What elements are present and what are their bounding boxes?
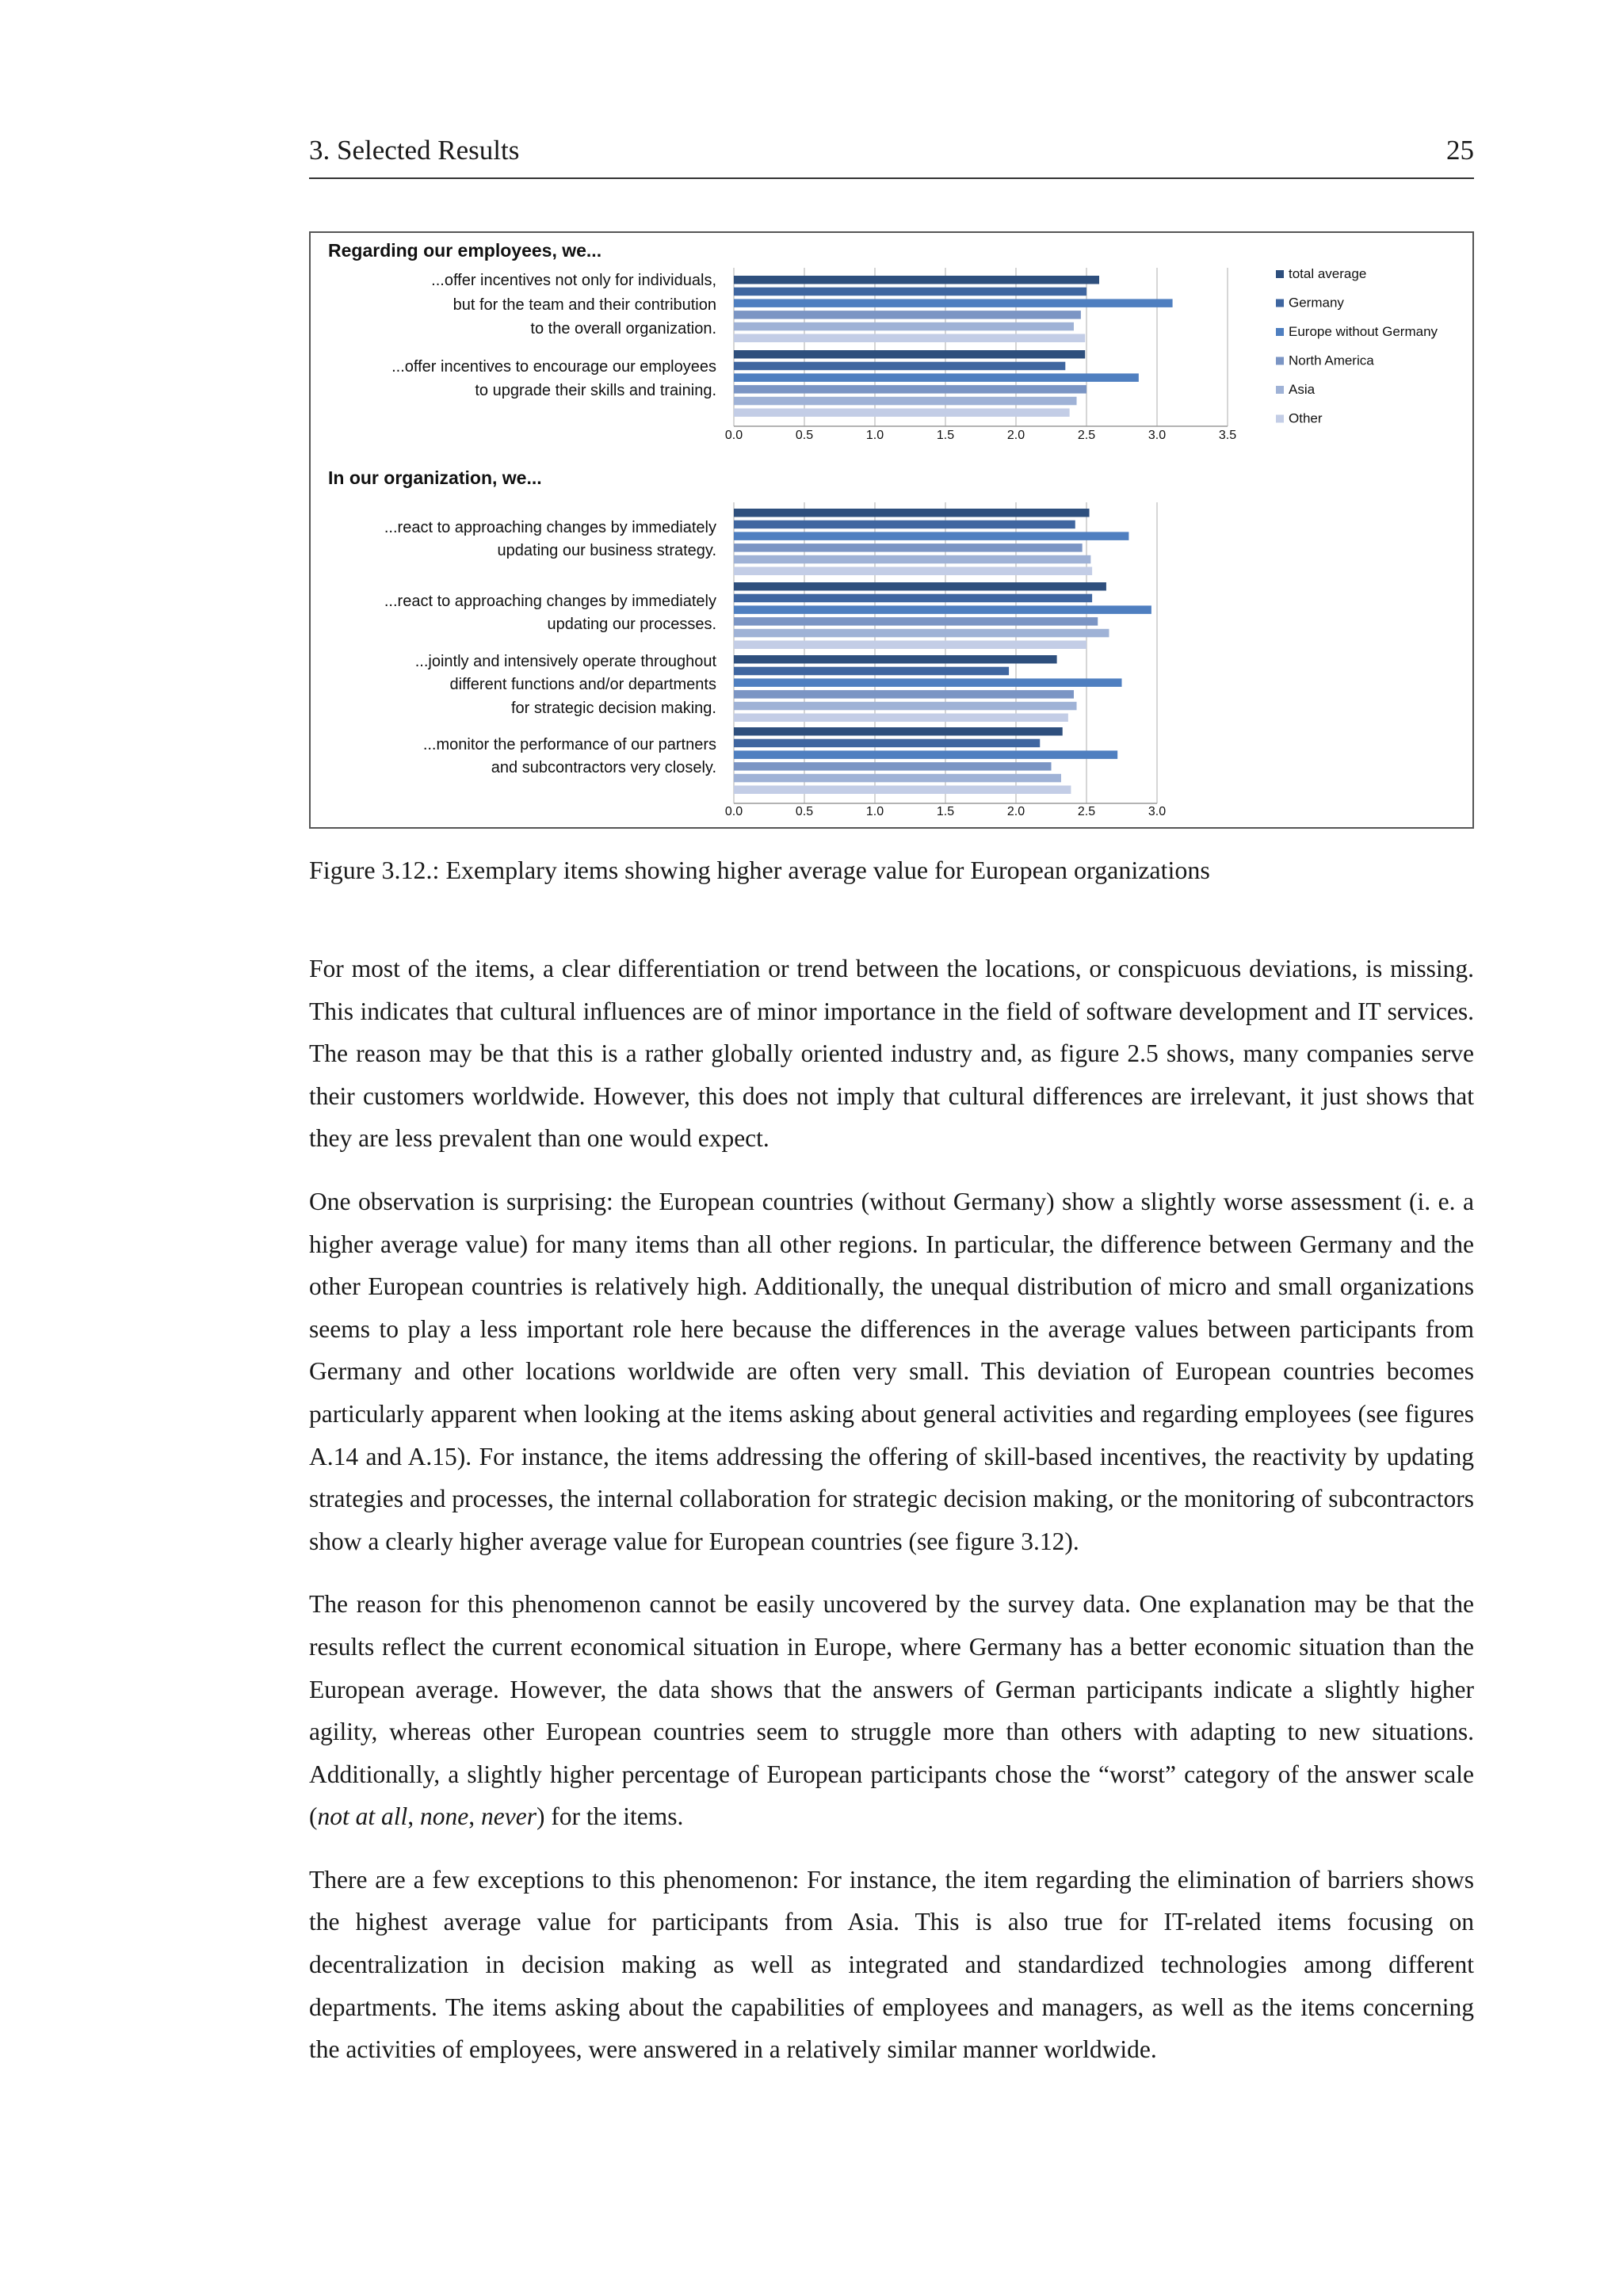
chart-2-title: In our organization, we... <box>328 467 542 488</box>
chart-2-bar <box>734 594 1092 603</box>
chart-2-tick-label: 0.5 <box>795 805 814 818</box>
chart-1-tick-label: 2.5 <box>1077 429 1096 442</box>
chart-2-category-label: updating our processes. <box>547 616 716 633</box>
chart-2-bar <box>734 774 1061 783</box>
emphasis-never: never <box>481 1802 537 1831</box>
chart-1-category-label: to the overall organization. <box>530 320 716 338</box>
chart-2-tick-label: 1.5 <box>936 805 955 818</box>
chart-2-category-label: ...react to approaching changes by immediately <box>384 519 716 536</box>
chart-1-category-label: but for the team and their contribution <box>453 296 716 314</box>
chart-2-bar <box>734 509 1090 517</box>
chart-2-bar <box>734 714 1068 723</box>
chart-1-category-label: to upgrade their skills and training. <box>475 382 716 399</box>
chart-1-title: Regarding our employees, we... <box>328 240 602 261</box>
legend-label: North America <box>1289 353 1374 368</box>
chart-1-bar <box>734 397 1077 406</box>
paragraph-3-text-b: ) for the items. <box>536 1802 684 1831</box>
figure-caption: Figure 3.12.: Exemplary items showing higher average value for European organizations <box>309 856 1210 884</box>
chart-2-tick-label: 1.0 <box>865 805 884 818</box>
paragraph-1: For most of the items, a clear differentiation or trend between the locations, or conspicuous deviations, is missing. This indicates that cultural influences are of minor importance in the field of software development and IT services. The reason may be that this is a rather globally oriented industry and, as figure 2.5 shows, many companies serve their customers worldwide. However, this does not imply that cultural differences are irrelevant, it just shows that they are less prevalent than one would expect. <box>309 955 1474 1153</box>
chart-1-tick-label: 0.5 <box>795 429 814 442</box>
chart-2-category-label: ...monitor the performance of our partners <box>422 736 716 753</box>
paragraph-3 <box>309 1583 1474 1838</box>
chart-2-bar <box>734 532 1128 540</box>
figure-charts <box>311 233 1472 827</box>
chart-2-bar <box>734 543 1083 552</box>
chart-2-category-label: ...jointly and intensively operate throughout <box>414 653 716 670</box>
legend-label: Asia <box>1289 382 1316 397</box>
chart-1-bar <box>734 322 1074 331</box>
chart-1-tick-label: 2.0 <box>1006 429 1025 442</box>
chart-2-bar <box>734 655 1057 664</box>
chart-2-category-label: ...react to approaching changes by immediately <box>384 593 716 610</box>
legend-swatch <box>1276 270 1284 278</box>
legend-swatch <box>1276 328 1284 336</box>
page-number: 25 <box>1446 135 1474 166</box>
chart-2-bar <box>734 702 1077 711</box>
legend-label: Other <box>1289 410 1323 426</box>
chart-1-bar <box>734 334 1085 343</box>
paragraph-3-sep-1: , <box>407 1802 421 1831</box>
paragraph-3-sep-2: , <box>468 1802 481 1831</box>
chart-1-bar <box>734 276 1099 284</box>
chart-2-bar <box>734 739 1040 748</box>
chart-1-bar <box>734 385 1086 394</box>
chart-2-bar <box>734 727 1063 736</box>
chart-1-tick-label: 0.0 <box>724 429 743 442</box>
paragraph-3-text-a: The reason for this phenomenon cannot be easily uncovered by the survey data. One explanation may be that the results reflect the current economical situation in Europe, where Germany has a better economic situation than the European average. However, the data shows that the answers of German participants indicate a slightly higher agility, whereas other European countries seem to struggle more than others with adapting to new situations. Additionally, a slightly higher percentage of European participants chose the “worst” category of the answer scale ( <box>309 1590 1474 1831</box>
chart-1-tick-label: 1.5 <box>936 429 955 442</box>
chart-1-bar <box>734 409 1070 418</box>
body-text <box>309 948 1474 2092</box>
chart-1-category-label: ...offer incentives not only for individuals, <box>431 272 716 289</box>
chart-1-bar <box>734 288 1086 296</box>
chart-2-bar <box>734 567 1092 576</box>
chart-2-bar <box>734 555 1090 564</box>
chart-1-bar <box>734 362 1065 371</box>
legend-label: total average <box>1289 266 1367 281</box>
chart-2-tick-label: 0.0 <box>724 805 743 818</box>
chart-1-tick-label: 3.0 <box>1148 429 1167 442</box>
emphasis-not-at-all: not at all <box>317 1802 408 1831</box>
emphasis-none: none <box>420 1802 469 1831</box>
legend-label: Europe without Germany <box>1289 324 1438 339</box>
chart-2-category-label: and subcontractors very closely. <box>491 759 716 776</box>
chart-2-category-label: updating our business strategy. <box>497 542 716 559</box>
legend-swatch <box>1276 415 1284 423</box>
legend-swatch <box>1276 299 1284 307</box>
chart-2-bar <box>734 786 1071 795</box>
running-header <box>309 135 1474 179</box>
legend-swatch <box>1276 357 1284 365</box>
chart-1-bar <box>734 311 1081 319</box>
legend-swatch <box>1276 386 1284 394</box>
chart-2-bar <box>734 641 1086 650</box>
chart-1-bar <box>734 373 1139 382</box>
chart-1-tick-label: 1.0 <box>865 429 884 442</box>
chart-1-category-label: ...offer incentives to encourage our employees <box>391 358 716 376</box>
chart-2-tick-label: 3.0 <box>1148 805 1167 818</box>
chart-2-bar <box>734 617 1098 626</box>
chart-2-bar <box>734 750 1117 759</box>
chart-2-bar <box>734 629 1109 638</box>
chart-2-bar <box>734 667 1009 676</box>
chart-2-bar <box>734 521 1075 529</box>
paragraph-2: One observation is surprising: the European countries (without Germany) show a slightly worse assessment (i. e. a higher average value) for many items than all other regions. In particular, the difference between Germany and the other European countries is relatively high. Additionally, the unequal distribution of micro and small organizations seems to play a less important role here because the differences in the average values between participants from Germany and other locations worldwide are often very small. This deviation of European countries becomes particularly apparent when looking at the items asking about general activities and regarding employees (see figures A.14 and A.15). For instance, the items addressing the offering of skill-based incentives, the reactivity by updating strategies and processes, the internal collaboration for strategic decision making, or the monitoring of subcontractors show a clearly higher average value for European countries (see figure 3.12). <box>309 1187 1474 1555</box>
chart-2-bar <box>734 582 1106 591</box>
chart-2-tick-label: 2.0 <box>1006 805 1025 818</box>
chart-2-category-label: different functions and/or departments <box>449 676 716 693</box>
chart-2-category-label: for strategic decision making. <box>510 700 716 717</box>
chart-2-bar <box>734 762 1052 771</box>
paragraph-4: There are a few exceptions to this phenomenon: For instance, the item regarding the elimination of barriers shows the highest average value for participants from Asia. This is also true for IT-related items focusing on decentralization in decision making as well as integrated and standardized technologies among different departments. The items asking about the capabilities of employees and managers, as well as the items concerning the activities of employees, were answered in a relatively similar manner worldwide. <box>309 1865 1474 2064</box>
section-title: 3. Selected Results <box>309 135 520 166</box>
chart-1-bar <box>734 350 1085 359</box>
chart-2-bar <box>734 690 1074 699</box>
chart-1-tick-label: 3.5 <box>1218 429 1237 442</box>
chart-1-bar <box>734 299 1173 307</box>
legend-label: Germany <box>1289 295 1344 311</box>
figure <box>309 231 1474 829</box>
chart-2-bar <box>734 678 1122 687</box>
chart-2-tick-label: 2.5 <box>1077 805 1096 818</box>
chart-2-bar <box>734 605 1151 614</box>
